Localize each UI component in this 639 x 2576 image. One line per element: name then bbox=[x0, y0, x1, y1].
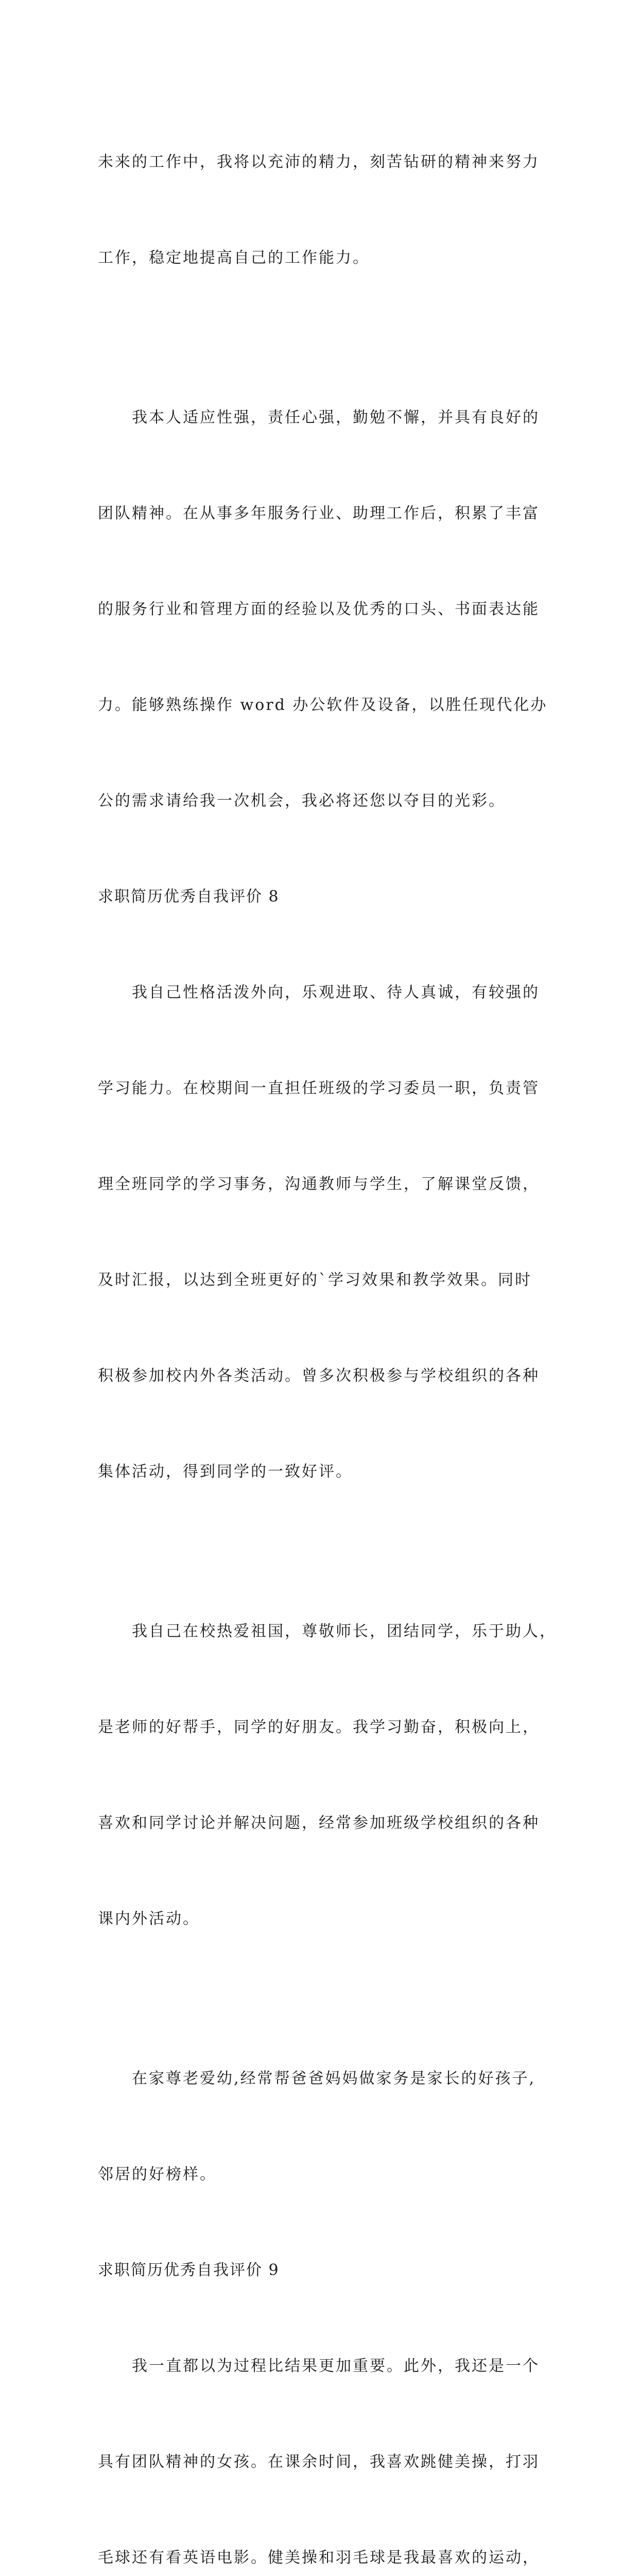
text-line: 我本人适应性强，责任心强，勤勉不懈，并具有良好的 bbox=[132, 409, 540, 427]
paragraph-4 bbox=[98, 1552, 557, 1999]
paragraph-2 bbox=[98, 338, 551, 881]
text-line: 公的需求请给我一次机会，我必将还您以夺目的光彩。 bbox=[98, 792, 506, 810]
text-line: 我一直都以为过程比结果更加重要。此外，我还是一个 bbox=[132, 2357, 540, 2375]
text-line: 在家尊老爱幼,经常帮爸爸妈妈做家务是家长的好孩子, bbox=[132, 2070, 536, 2088]
text-line: 具有团队精神的女孩。在课余时间，我喜欢跳健美操，打羽 bbox=[98, 2453, 540, 2471]
text-line: 我自己性格活泼外向，乐观进取、待人真诚，有较强的 bbox=[132, 984, 540, 1002]
text-line: 毛球还有看英语电影。健美操和羽毛球是我最喜欢的运动， bbox=[98, 2549, 540, 2567]
paragraph-6 bbox=[98, 2286, 551, 2576]
text-line: 理全班同学的学习事务，沟通教师与学生，了解课堂反馈， bbox=[98, 1175, 540, 1193]
document-body bbox=[98, 82, 557, 2576]
text-line: 喜欢和同学讨论并解决问题，经常参加班级学校组织的各种 bbox=[98, 1814, 540, 1832]
paragraph-1 bbox=[98, 82, 551, 338]
section-heading-8: 求职简历优秀自我评价 8 bbox=[98, 888, 280, 906]
text-line: 积极参加校内外各类活动。曾多次积极参与学校组织的各种 bbox=[98, 1367, 540, 1385]
paragraph-3 bbox=[98, 913, 551, 1552]
text-line: 集体活动，得到同学的一致好评。 bbox=[98, 1463, 353, 1481]
text-line: 课内外活动。 bbox=[98, 1910, 200, 1928]
text-line: 学习能力。在校期间一直担任班级的学习委员一职，负责管 bbox=[98, 1079, 540, 1097]
section-heading-9: 求职简历优秀自我评价 9 bbox=[98, 2261, 280, 2279]
text-line: 工作，稳定地提高自己的工作能力。 bbox=[98, 249, 370, 267]
text-line: 力。能够熟练操作 word 办公软件及设备，以胜任现代化办 bbox=[98, 696, 548, 714]
text-line: 邻居的好榜样。 bbox=[98, 2165, 217, 2183]
text-line: 及时汇报，以达到全班更好的`学习效果和教学效果。同时 bbox=[98, 1271, 532, 1289]
paragraph-5 bbox=[98, 1999, 551, 2255]
text-line: 未来的工作中，我将以充沛的精力，刻苦钻研的精神来努力 bbox=[98, 153, 540, 171]
text-line: 我自己在校热爱祖国，尊敬师长，团结同学，乐于助人， bbox=[132, 1622, 557, 1640]
text-line: 的服务行业和管理方面的经验以及优秀的口头、书面表达能 bbox=[98, 600, 540, 618]
text-line: 是老师的好帮手，同学的好朋友。我学习勤奋，积极向上， bbox=[98, 1718, 540, 1736]
text-line: 团队精神。在从事多年服务行业、助理工作后，积累了丰富 bbox=[98, 504, 540, 522]
